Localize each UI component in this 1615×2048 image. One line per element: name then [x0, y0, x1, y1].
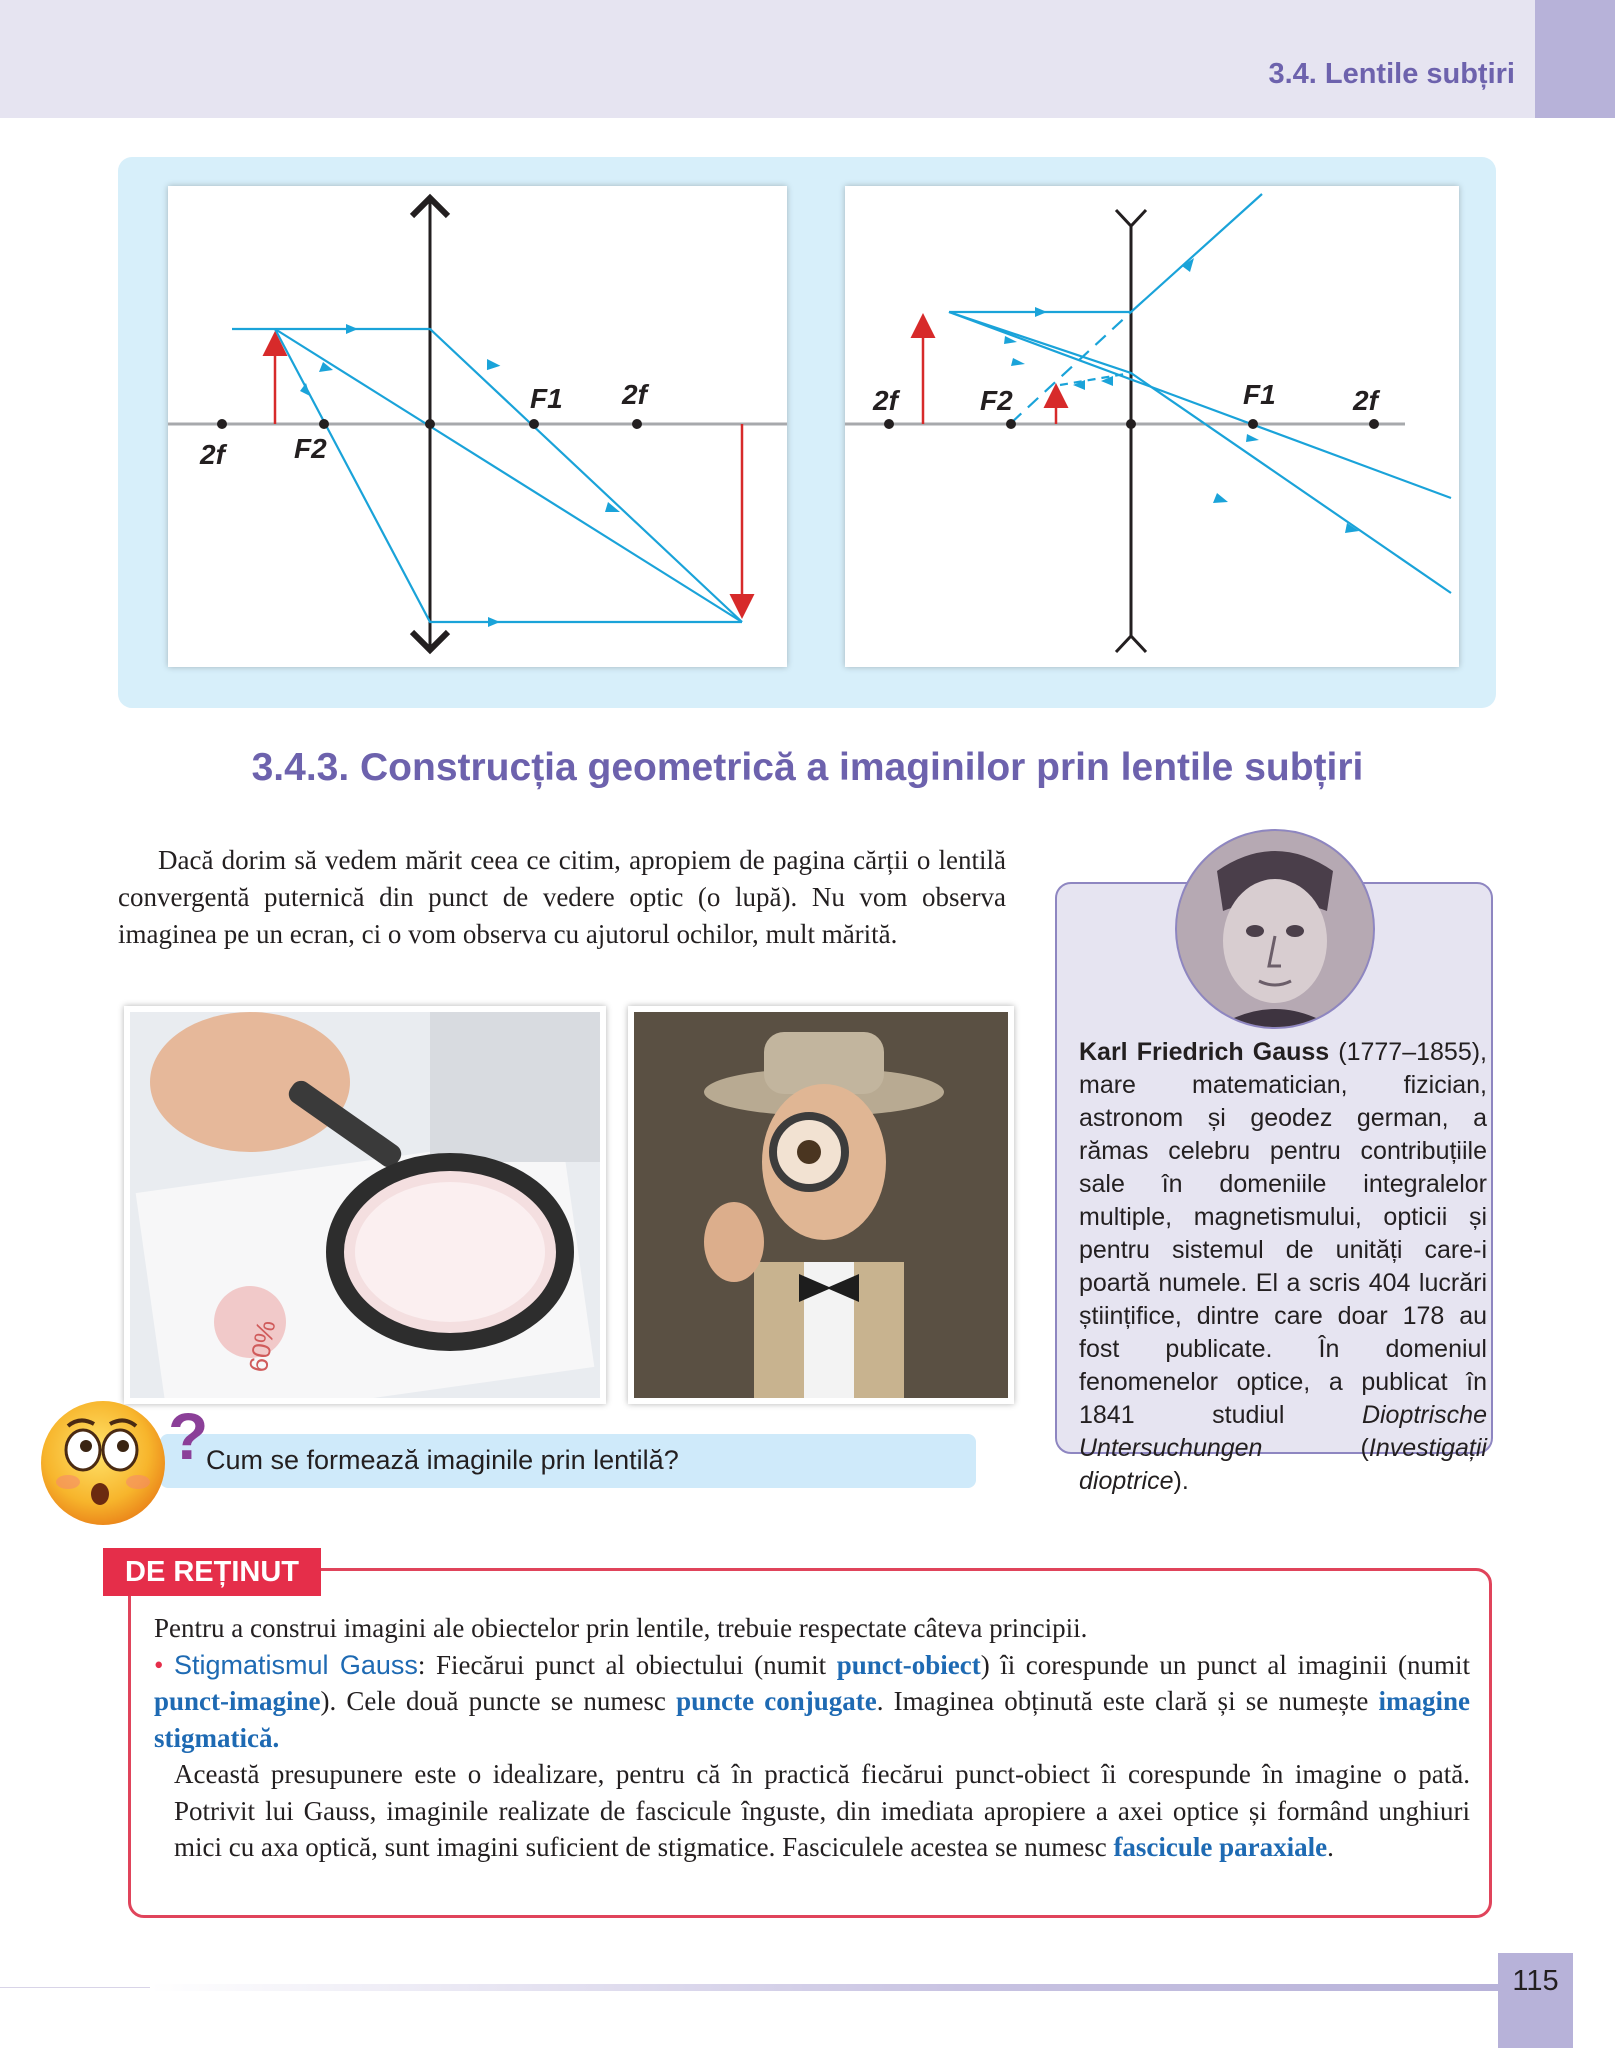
- question-mark-icon: ?: [168, 1399, 209, 1473]
- gauss-work-translation: Investigații dioptrice: [1079, 1434, 1487, 1495]
- diverging-lens: [1116, 210, 1146, 652]
- label-f2: F2: [294, 433, 327, 464]
- bullet-icon: •: [154, 1649, 164, 1680]
- term-punct-obiect: punct-obiect: [836, 1649, 981, 1680]
- term-imagine-stigmatica: imagine stigmatică.: [154, 1686, 1470, 1753]
- label-2f-right: 2f: [1353, 385, 1378, 416]
- text-fragment: .: [1327, 1832, 1334, 1862]
- label-2f-left: 2f: [873, 385, 898, 416]
- label-f2: F2: [980, 385, 1013, 416]
- gauss-portrait: [1175, 829, 1375, 1029]
- label-2f-right: 2f: [622, 379, 647, 410]
- gauss-work-title: Dioptrische Untersuchungen: [1079, 1401, 1487, 1462]
- term-fascicule-paraxiale: fascicule paraxiale: [1113, 1832, 1328, 1862]
- gauss-biography: [1079, 1036, 1487, 1498]
- key-notes-body: [154, 1610, 1470, 1866]
- footer-accent-line: [150, 1984, 1498, 1991]
- gauss-bio-part3: ).: [1173, 1467, 1189, 1495]
- text-fragment: ). Cele două puncte se numesc: [320, 1686, 677, 1716]
- key-notes-bullet-item: [154, 1647, 1470, 1757]
- intro-paragraph: Dacă dorim să vedem mărit ceea ce citim, apropiem de pagina cărții o lentilă convergentă puternică din punct de vedere optic (o lupă). Nu vom observa imaginea pe un ecran, ci o vom observa cu ajutorul ochilor, mult mărită.: [118, 845, 1006, 949]
- gauss-name: Karl Friedrich Gauss: [1079, 1038, 1330, 1066]
- term-stigmatism: Stigmatismul Gauss: [174, 1649, 418, 1680]
- magnifier-photo: [124, 1006, 606, 1404]
- light-rays: [232, 329, 742, 622]
- detective-illustration: [634, 1012, 1008, 1398]
- term-puncte-conjugate: puncte conjugate: [676, 1686, 877, 1716]
- magnifier-illustration: [130, 1012, 600, 1398]
- page-number: 115: [1512, 1965, 1559, 1997]
- text-fragment: : Fiecărui punct al obiectului (numit: [417, 1649, 837, 1680]
- question-text: Cum se formează imaginile prin lentilă?: [206, 1445, 679, 1475]
- diverging-lens-svg: [845, 186, 1459, 667]
- text-fragment: Această presupunere este o idealizare, pentru că în practică fiecărui punct-obiect îi corespunde în imagine o pată. Potrivit lui Gauss, imaginile realizate de fascicule înguste, din imediata apropiere a axei optice și formând unghiuri mici cu axa optică, sunt imagini suficient de stigmatice. Fasciculele acestea se numesc: [174, 1759, 1470, 1862]
- key-notes-intro: Pentru a construi imagini ale obiectelor prin lentile, trebuie respectate câteva principii.: [154, 1613, 1088, 1643]
- converging-lens-svg: [168, 186, 787, 667]
- surprised-face-icon: [38, 1398, 168, 1528]
- label-2f-left: 2f: [200, 439, 225, 470]
- key-notes-badge: DE REȚINUT: [103, 1548, 321, 1596]
- label-f1: F1: [1243, 379, 1276, 410]
- key-notes-paragraph: [154, 1756, 1470, 1866]
- text-fragment: . Imaginea obținută este clară și se numește: [876, 1686, 1379, 1716]
- diverging-lens-diagram: [845, 186, 1459, 667]
- section-heading: 3.4.3. Construcția geometrică a imaginilor prin lentile subțiri: [251, 746, 1364, 789]
- gauss-bio-part1: (1777–1855), mare matematician, fizician, astronom și geodez german, a rămas celebru pentru contribuțiile sale în domeniile integralelor multiple, magnetismului, opticii și pentru sistemul de unități care-i poartă numele. El a scris 404 lucrări științifice, dintre care doar 178 au fost publicate. În domeniul fenomenelor optice, a publicat în 1841 studiul: [1079, 1038, 1487, 1429]
- text-fragment: ) îi corespunde un punct al imaginii (numit: [980, 1649, 1471, 1680]
- header-tab: [1535, 0, 1615, 118]
- detective-photo: [628, 1006, 1014, 1404]
- chapter-title: 3.4. Lentile subțiri: [1268, 58, 1515, 90]
- term-punct-imagine: punct-imagine: [154, 1686, 321, 1716]
- gauss-bio-part2: (: [1262, 1434, 1369, 1462]
- converging-lens-diagram: [168, 186, 787, 667]
- photo-text: 60%: [242, 1318, 282, 1375]
- ray-arrowheads: [300, 324, 620, 627]
- label-f1: F1: [530, 383, 563, 414]
